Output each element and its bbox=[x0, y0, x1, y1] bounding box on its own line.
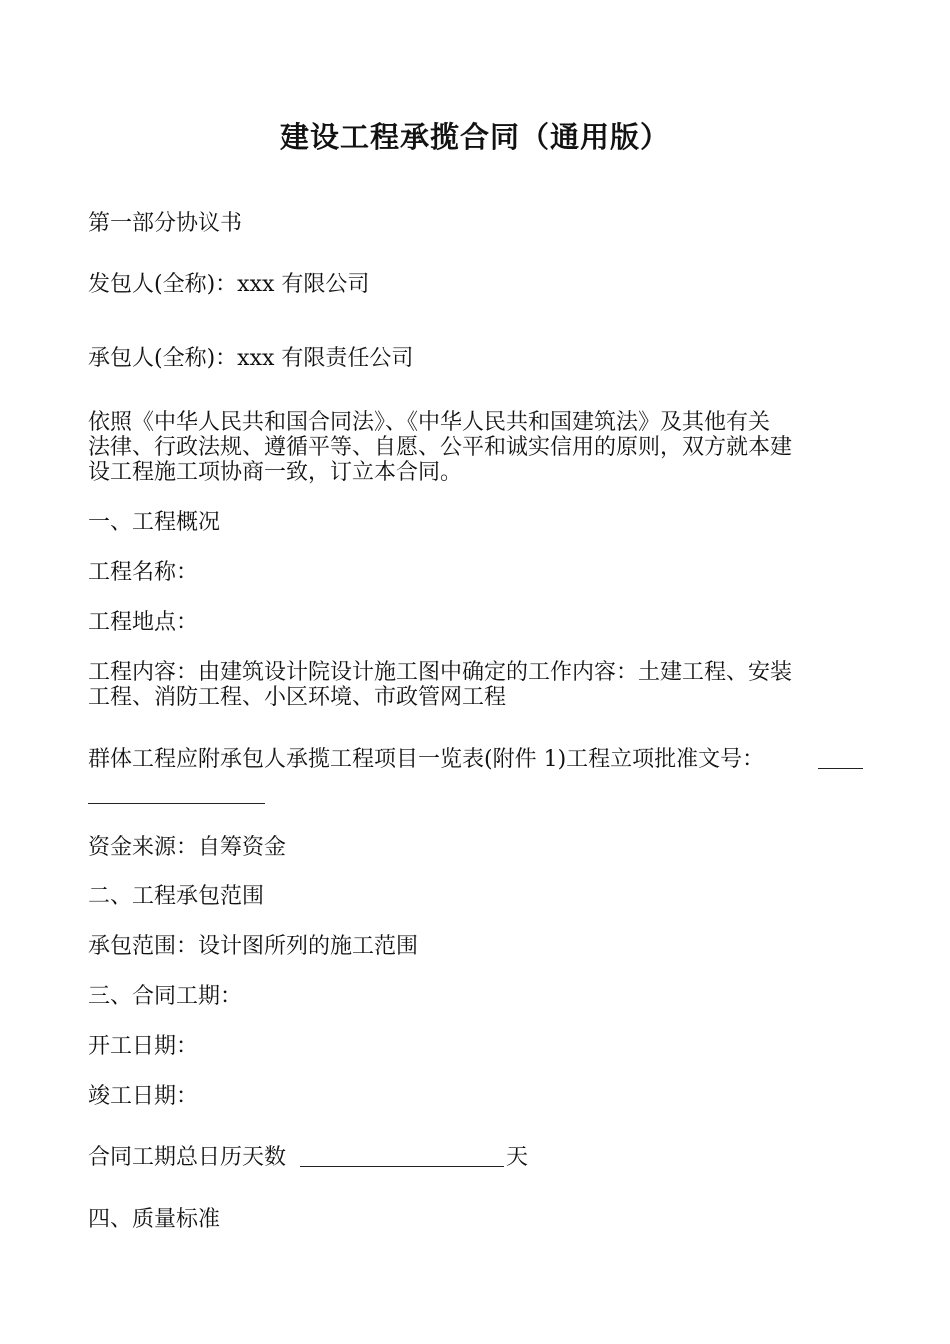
preamble-line-3: 设工程施工项协商一致，订立本合同。 bbox=[88, 460, 463, 485]
approval-number-blank bbox=[818, 768, 863, 769]
project-site-line: 工程地点： bbox=[88, 610, 199, 635]
total-days-blank bbox=[300, 1166, 504, 1167]
part-one-heading: 第一部分协议书 bbox=[88, 211, 243, 236]
completion-date-line: 竣工日期： bbox=[88, 1084, 199, 1109]
total-days-unit: 天 bbox=[506, 1145, 529, 1170]
section-three-heading: 三、合同工期： bbox=[88, 984, 243, 1009]
preamble-line-2: 法律、行政法规、遵循平等、自愿、公平和诚实信用的原则，双方就本建 bbox=[88, 435, 793, 460]
section-two-heading: 二、工程承包范围 bbox=[88, 884, 265, 909]
employer-line: 发包人(全称)：xxx 有限公司 bbox=[88, 272, 370, 297]
total-days-label: 合同工期总日历天数 bbox=[88, 1145, 287, 1170]
section-four-heading: 四、质量标准 bbox=[88, 1207, 221, 1232]
start-date-line: 开工日期： bbox=[88, 1034, 199, 1059]
preamble-line-1: 依照《中华人民共和国合同法》、《中华人民共和国建筑法》及其他有关 bbox=[88, 410, 771, 435]
scope-line: 承包范围：设计图所列的施工范围 bbox=[88, 934, 419, 959]
project-name-line: 工程名称： bbox=[88, 560, 199, 585]
section-one-heading: 一、工程概况 bbox=[88, 510, 221, 535]
contractor-line: 承包人(全称)：xxx 有限责任公司 bbox=[88, 346, 414, 371]
project-content-line-1: 工程内容：由建筑设计院设计施工图中确定的工作内容：土建工程、安装 bbox=[88, 660, 793, 685]
group-project-line: 群体工程应附承包人承揽工程项目一览表(附件 1)工程立项批准文号： bbox=[88, 747, 765, 772]
project-content-line-2: 工程、消防工程、小区环境、市政管网工程 bbox=[88, 685, 507, 710]
approval-number-blank-continued bbox=[88, 803, 265, 804]
document-title: 建设工程承揽合同（通用版） bbox=[279, 120, 670, 154]
funds-source-line: 资金来源：自筹资金 bbox=[88, 835, 287, 860]
